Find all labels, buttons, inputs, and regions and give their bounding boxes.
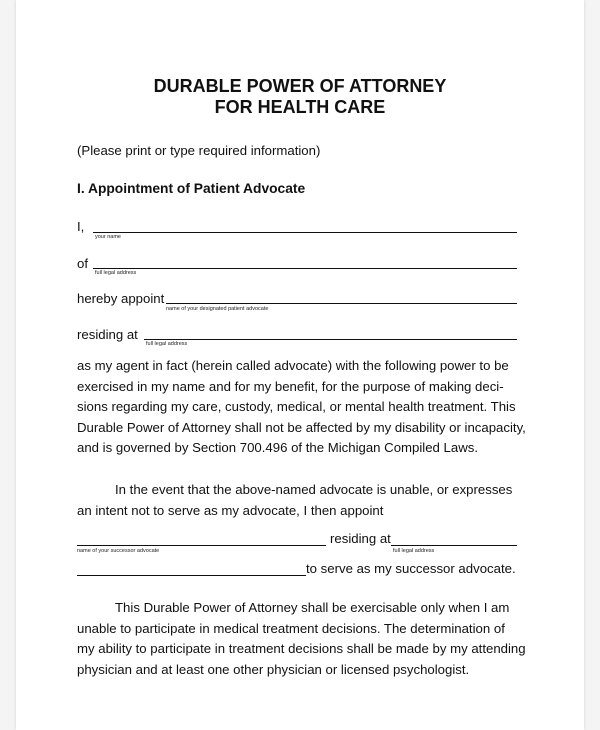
hereby-appoint-label: hereby appoint [77,291,165,306]
paragraph-successor-intro [77,480,512,521]
successor-address-caption: full legal address [393,548,435,554]
successor-address-continued-field[interactable] [77,575,306,576]
advocate-name-field[interactable] [166,303,517,304]
advocate-name-caption: name of your designated patient advocate [166,306,269,312]
paragraph-line: and is governed by Section 700.496 of the Michigan Compiled Laws. [77,440,479,456]
full-address-caption: full legal address [95,270,137,276]
document-title-line-1: DURABLE POWER OF ATTORNEY [153,76,447,96]
full-address-field[interactable] [93,268,517,269]
document-page [16,0,584,730]
paragraph-exercisable-conditions [77,598,526,680]
your-name-caption: your name [95,234,121,240]
successor-name-field[interactable] [77,545,326,546]
successor-residing-at-label: residing at [330,531,391,546]
paragraph-line: unable to participate in medical treatment decisions. The determination of [77,620,505,636]
residing-address-field[interactable] [144,339,517,340]
paragraph-advocate-powers [77,356,526,459]
paragraph-line: as my agent in fact (herein called advocate) with the following power to be [77,358,509,373]
successor-serve-text: to serve as my successor advocate. [306,561,516,576]
paragraph-line: exercised in my name and for my benefit, for the purpose of making deci- [77,378,504,394]
of-label: of [77,256,88,271]
paragraph-line: my ability to participate in treatment decisions shall be made by my attending [77,641,526,657]
paragraph-line: In the event that the above-named advocate is unable, or expresses [115,482,513,497]
paragraph-line: physician and at least one other physician or licensed psychologist. [77,661,470,677]
residing-at-label: residing at [77,327,138,342]
section-heading: I. Appointment of Patient Advocate [77,181,306,196]
your-name-field[interactable] [93,232,517,233]
document-title-line-2: FOR HEALTH CARE [214,97,386,117]
successor-name-caption: name of your successor advocate [77,548,160,554]
instructions-text: (Please print or type required information) [77,143,321,158]
paragraph-line: sions regarding my care, custody, medical, or mental health treatment. This [77,399,516,415]
paragraph-line: Durable Power of Attorney shall not be affected by my disability or incapacity, [77,419,526,435]
successor-address-field[interactable] [391,545,517,546]
residing-address-caption: full legal address [146,341,188,347]
paragraph-line: This Durable Power of Attorney shall be exercisable only when I am [115,600,510,615]
i-label: I, [77,219,85,234]
paragraph-line: an intent not to serve as my advocate, I then appoint [77,502,384,518]
